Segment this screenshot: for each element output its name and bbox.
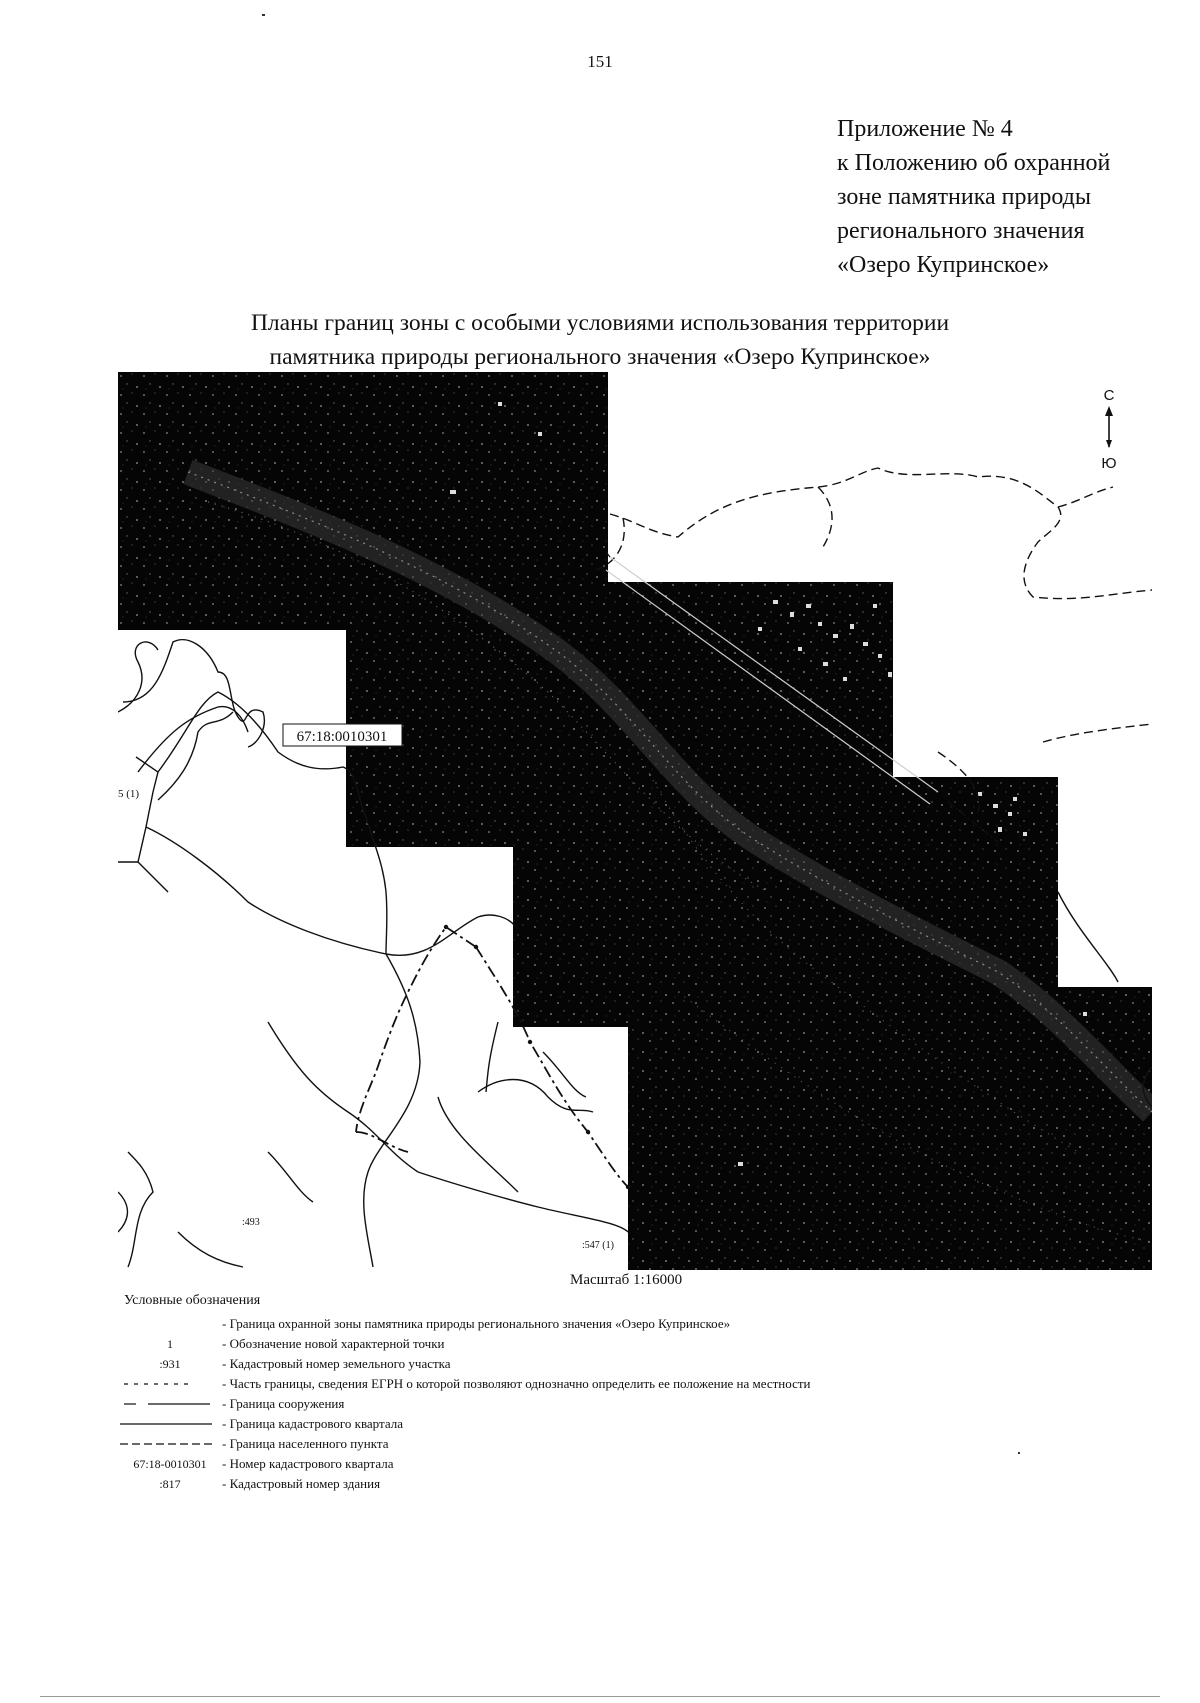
appendix-line: «Озеро Купринское» xyxy=(837,252,1050,278)
appendix-line: Приложение № 4 xyxy=(837,116,1013,142)
legend-item xyxy=(118,1334,1118,1354)
scan-edge-line xyxy=(40,1696,1160,1697)
plan-title-line: памятника природы регионального значения «Озеро Купринское» xyxy=(269,344,931,370)
legend-text: - Обозначение новой характерной точки xyxy=(222,1336,445,1351)
legend-item xyxy=(118,1374,1118,1394)
legend-symbol xyxy=(118,1314,222,1334)
appendix-line: зоне памятника природы xyxy=(837,184,1092,210)
legend-symbol: :931 xyxy=(159,1357,181,1371)
parcel-label: :493 xyxy=(242,1217,260,1228)
legend-symbol: 1 xyxy=(167,1337,173,1351)
boundary-map xyxy=(118,372,1152,1272)
scan-mark xyxy=(1018,1452,1020,1454)
appendix-line: регионального значения xyxy=(837,218,1085,244)
legend-text: - Граница охранной зоны памятника природы регионального значения «Озеро Купринское» xyxy=(222,1316,731,1331)
legend-symbol-structure-boundary xyxy=(118,1394,222,1414)
page-number: 151 xyxy=(587,52,613,71)
legend xyxy=(118,1314,1118,1494)
parcel-label: 5 (1) xyxy=(118,788,140,800)
parcel-label: :361 xyxy=(488,939,506,950)
scan-mark xyxy=(262,14,265,16)
legend-item xyxy=(118,1314,1118,1334)
legend-text: - Номер кадастрового квартала xyxy=(222,1456,394,1471)
legend-text: - Кадастровый номер здания xyxy=(222,1476,381,1491)
appendix-header xyxy=(837,112,1177,282)
legend-item xyxy=(118,1394,1118,1414)
legend-symbol-egrn-boundary xyxy=(118,1374,222,1394)
legend-item xyxy=(118,1354,1118,1374)
quarter-number-label: 67:18:0010301 xyxy=(296,729,388,745)
legend-heading: Условные обозначения xyxy=(124,1293,261,1308)
map-scale: Масштаб 1:16000 xyxy=(570,1272,683,1288)
plan-title-line: Планы границ зоны с особыми условиями использования территории xyxy=(250,310,950,336)
parcel-label: :547 (1) xyxy=(582,1240,614,1251)
north-arrow-icon xyxy=(1105,406,1113,416)
legend-item xyxy=(118,1474,1118,1494)
legend-text: - Кадастровый номер земельного участка xyxy=(222,1356,451,1371)
legend-text: - Граница сооружения xyxy=(222,1396,345,1411)
legend-symbol: :817 xyxy=(159,1477,181,1491)
legend-symbol-settlement-boundary xyxy=(118,1434,222,1454)
appendix-line: к Положению об охранной xyxy=(837,150,1111,176)
legend-text: - Граница населенного пункта xyxy=(222,1436,389,1451)
legend-symbol: 67:18-0010301 xyxy=(133,1457,207,1471)
compass-north-label: С xyxy=(1103,387,1115,404)
legend-item xyxy=(118,1454,1118,1474)
south-arrow-icon xyxy=(1106,440,1112,448)
legend-text: - Граница кадастрового квартала xyxy=(222,1416,403,1431)
legend-symbol-quarter-boundary xyxy=(118,1414,222,1434)
legend-text: - Часть границы, сведения ЕГРН о которой позволяют однозначно определить ее положение на местности xyxy=(222,1376,811,1391)
legend-item xyxy=(118,1434,1118,1454)
satellite-imagery xyxy=(118,372,1152,1270)
legend-item xyxy=(118,1414,1118,1434)
compass-south-label: Ю xyxy=(1101,455,1117,472)
compass xyxy=(1101,387,1116,472)
plan-title xyxy=(60,306,1140,374)
